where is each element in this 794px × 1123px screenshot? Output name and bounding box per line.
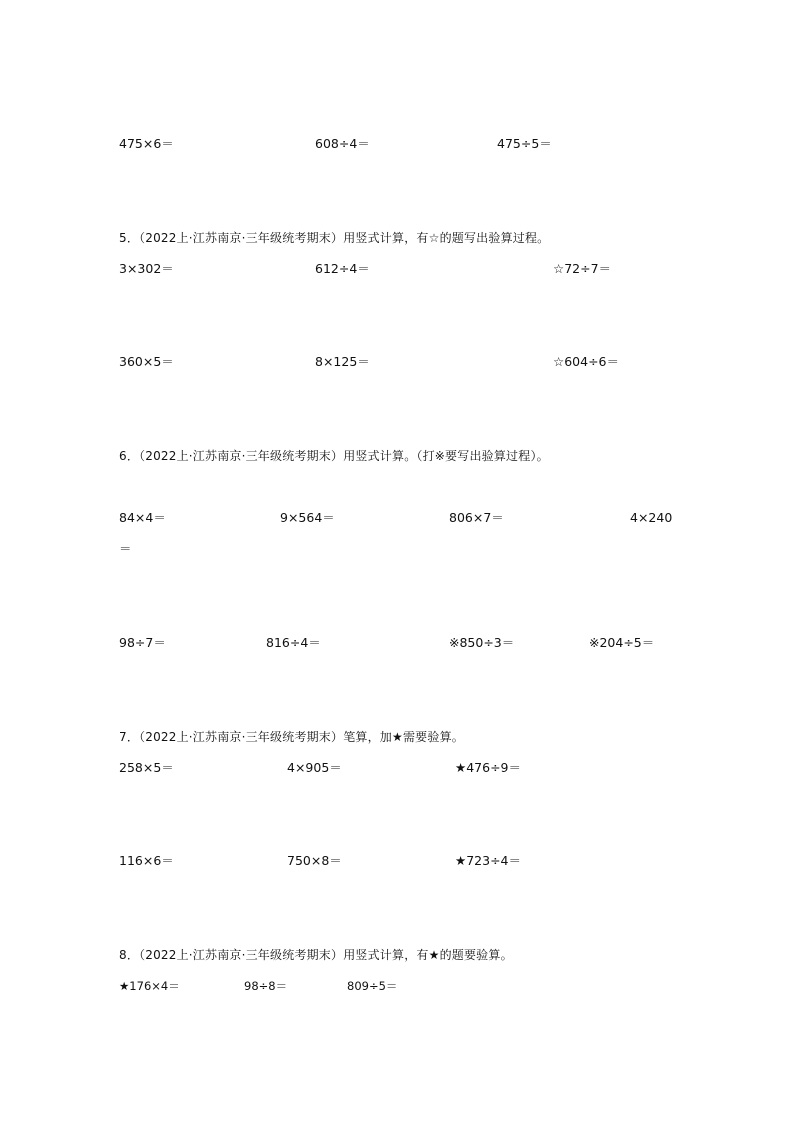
q8-problem: ★176×4＝ (119, 979, 180, 993)
q5-problem: 612÷4＝ (315, 261, 370, 276)
problem-608div4: 608÷4＝ (315, 136, 370, 151)
q7-problem: ★723÷4＝ (455, 853, 521, 868)
q5-problem: 3×302＝ (119, 261, 174, 276)
q8-problem: 809÷5＝ (347, 979, 398, 993)
q6-problem: 9×564＝ (280, 510, 335, 525)
q7-problem: 750×8＝ (287, 853, 342, 868)
problem-475x6: 475×6＝ (119, 136, 174, 151)
q6-title: 6．（2022上·江苏南京·三年级统考期末）用竖式计算。（打※要写出验算过程）。 (119, 449, 549, 463)
q5-problem: 8×125＝ (315, 354, 370, 369)
q6-problem: 816÷4＝ (266, 635, 321, 650)
q7-problem: 258×5＝ (119, 760, 174, 775)
problem-475div5: 475÷5＝ (497, 136, 552, 151)
q7-problem: ★476÷9＝ (455, 760, 521, 775)
q8-problem: 98÷8＝ (244, 979, 288, 993)
q6-problem: 98÷7＝ (119, 635, 166, 650)
q5-problem: 360×5＝ (119, 354, 174, 369)
q7-problem: 4×905＝ (287, 760, 342, 775)
q5-problem: ☆604÷6＝ (553, 354, 619, 369)
q6-problem: 4×240 (630, 510, 673, 525)
q6-problem: ※204÷5＝ (589, 635, 655, 650)
q6-problem-wrap: ＝ (119, 541, 132, 556)
q6-problem: 84×4＝ (119, 510, 166, 525)
q6-problem: ※850÷3＝ (449, 635, 515, 650)
q7-problem: 116×6＝ (119, 853, 174, 868)
q6-problem: 806×7＝ (449, 510, 504, 525)
q8-title: 8．（2022上·江苏南京·三年级统考期末）用竖式计算，有★的题要验算。 (119, 948, 513, 962)
q5-problem: ☆72÷7＝ (553, 261, 612, 276)
q5-title: 5．（2022上·江苏南京·三年级统考期末）用竖式计算，有☆的题写出验算过程。 (119, 231, 550, 245)
q7-title: 7．（2022上·江苏南京·三年级统考期末）笔算，加★需要验算。 (119, 730, 464, 744)
